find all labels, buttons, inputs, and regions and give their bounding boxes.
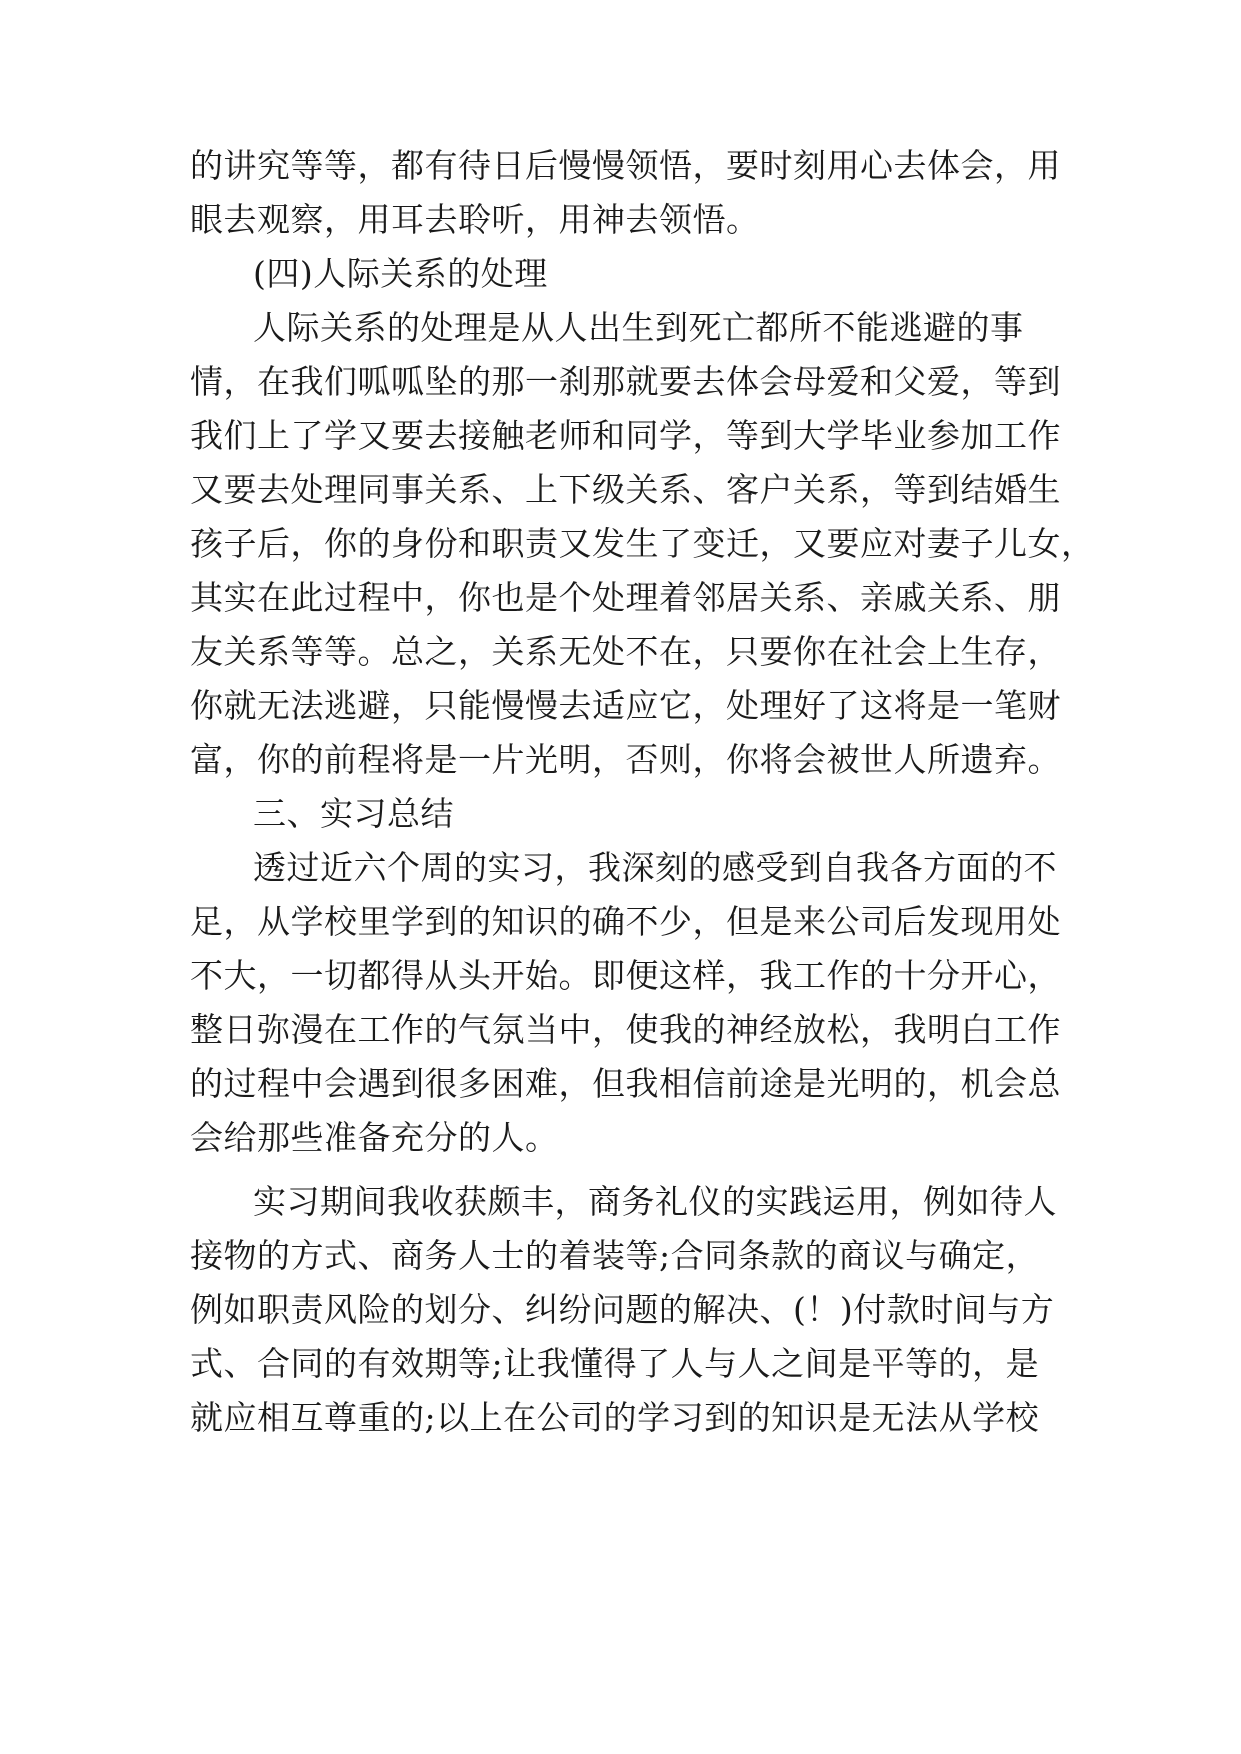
text-line: 的过程中会遇到很多困难，但我相信前途是光明的，机会总 bbox=[190, 1064, 1061, 1103]
text-line: 的讲究等等，都有待日后慢慢领悟，要时刻用心去体会，用 bbox=[190, 146, 1061, 185]
text-line: 其实在此过程中，你也是个处理着邻居关系、亲戚关系、朋 bbox=[190, 578, 1061, 617]
text-line: 例如职责风险的划分、纠纷问题的解决、(！)付款时间与方 bbox=[190, 1290, 1055, 1329]
text-line: 又要去处理同事关系、上下级关系、客户关系，等到结婚生 bbox=[190, 470, 1061, 509]
text-line: 足，从学校里学到的知识的确不少，但是来公司后发现用处 bbox=[190, 902, 1061, 941]
text-line: 情，在我们呱呱坠的那一刹那就要去体会母爱和父爱，等到 bbox=[190, 362, 1061, 401]
text-line: 人际关系的处理是从人出生到死亡都所不能逃避的事 bbox=[253, 308, 1024, 347]
text-line: 你就无法逃避，只能慢慢去适应它，处理好了这将是一笔财 bbox=[190, 686, 1061, 725]
text-line: 眼去观察，用耳去聆听，用神去领悟。 bbox=[190, 200, 760, 239]
text-line: 式、合同的有效期等;让我懂得了人与人之间是平等的，是 bbox=[190, 1344, 1040, 1383]
section-heading: (四)人际关系的处理 bbox=[253, 254, 548, 293]
section-heading: 三、实习总结 bbox=[253, 794, 454, 833]
text-line: 友关系等等。总之，关系无处不在，只要你在社会上生存， bbox=[190, 632, 1061, 671]
text-line: 富，你的前程将是一片光明，否则，你将会被世人所遗弃。 bbox=[190, 740, 1061, 779]
text-line: 我们上了学又要去接触老师和同学，等到大学毕业参加工作 bbox=[190, 416, 1061, 455]
text-line: 会给那些准备充分的人。 bbox=[190, 1118, 559, 1157]
text-line: 整日弥漫在工作的气氛当中，使我的神经放松，我明白工作 bbox=[190, 1010, 1061, 1049]
text-line: 不大，一切都得从头开始。即便这样，我工作的十分开心， bbox=[190, 956, 1061, 995]
text-line: 实习期间我收获颇丰，商务礼仪的实践运用，例如待人 bbox=[253, 1182, 1057, 1221]
text-line: 就应相互尊重的;以上在公司的学习到的知识是无法从学校 bbox=[190, 1398, 1040, 1437]
text-line: 孩子后，你的身份和职责又发生了变迁，又要应对妻子儿女， bbox=[190, 524, 1095, 563]
text-line: 接物的方式、商务人士的着装等;合同条款的商议与确定， bbox=[190, 1236, 1040, 1275]
text-line: 透过近六个周的实习，我深刻的感受到自我各方面的不 bbox=[253, 848, 1057, 887]
